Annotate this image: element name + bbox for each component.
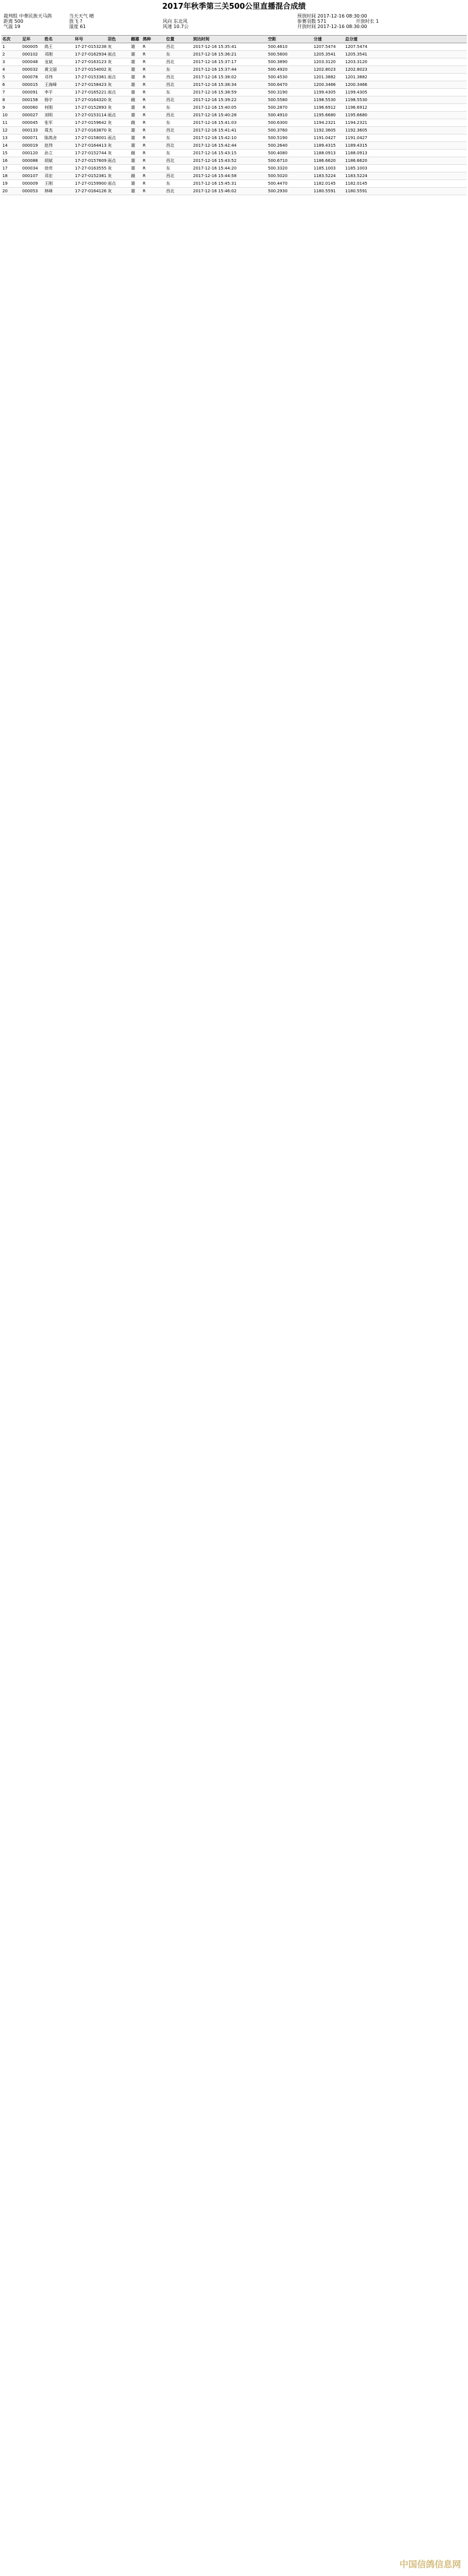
- table-cell: 000053: [22, 189, 38, 193]
- table-cell: 7: [2, 90, 5, 95]
- table-header-row: [1, 36, 467, 43]
- meta-cell: 放飞 ?: [69, 19, 82, 24]
- table-cell: 2017-12-16 15:37:17: [193, 60, 237, 64]
- table-cell: 10: [2, 113, 8, 117]
- table-cell: 500.6300: [268, 120, 288, 125]
- table-cell: R: [143, 189, 146, 193]
- table-cell: R: [143, 113, 146, 117]
- table-cell: 1196.6912: [345, 105, 367, 110]
- table-cell: 17-27-0163870: [75, 128, 107, 133]
- table-cell: 17-27-0153114: [75, 113, 107, 117]
- table-cell: 000019: [22, 143, 38, 148]
- table-cell: 1183.5224: [345, 174, 367, 178]
- table-cell: 周杰: [44, 128, 53, 133]
- table-cell: 500.3760: [268, 128, 288, 133]
- table-cell: 雨点: [108, 158, 116, 163]
- table-row: [1, 134, 467, 142]
- table-cell: 2017-12-16 15:45:31: [193, 181, 237, 186]
- table-cell: R: [143, 90, 146, 95]
- table-cell: 1195.6680: [345, 113, 367, 117]
- table-cell: 鸽王: [44, 44, 53, 49]
- table-cell: 东: [166, 67, 170, 72]
- table-cell: 西北: [166, 113, 174, 117]
- table-cell: 17-27-0152381: [75, 174, 107, 178]
- meta-cell: 气温 19: [4, 24, 20, 29]
- table-cell: 13: [2, 136, 8, 140]
- results-table: [1, 35, 467, 195]
- table-cell: 17-27-0157609: [75, 158, 107, 163]
- table-cell: 17-27-0159642: [75, 120, 107, 125]
- table-cell: 王刚: [44, 181, 53, 186]
- table-cell: 1198.5530: [345, 98, 367, 102]
- table-cell: 000034: [22, 166, 38, 171]
- table-row: [1, 119, 467, 127]
- table-row: [1, 172, 467, 180]
- table-cell: 17-27-0158423: [75, 82, 107, 87]
- table-cell: R: [143, 174, 146, 178]
- table-cell: 雨点: [108, 52, 116, 57]
- table-row: [1, 180, 467, 188]
- table-cell: 2017-12-16 15:36:21: [193, 52, 237, 57]
- table-cell: 000091: [22, 90, 38, 95]
- table-cell: 000045: [22, 120, 38, 125]
- table-cell: 赵伟: [44, 143, 53, 148]
- table-cell: 000005: [22, 44, 38, 49]
- table-cell: 17-27-0158001: [75, 136, 107, 140]
- table-cell: 东: [166, 120, 170, 125]
- table-row: [1, 51, 467, 58]
- site-watermark: 中国信鸽信息网: [399, 2559, 461, 2570]
- table-cell: 15: [2, 151, 8, 155]
- table-cell: 1188.0913: [345, 151, 367, 155]
- table-cell: 1192.3605: [345, 128, 367, 133]
- table-cell: 1186.6620: [314, 158, 336, 163]
- page-title: 2017年秋季第三关500公里直播混合成绩: [162, 2, 306, 11]
- table-cell: 东: [166, 90, 170, 95]
- table-cell: 500.5580: [268, 98, 288, 102]
- column-header: 雌雄: [131, 37, 139, 42]
- table-cell: 500.3190: [268, 90, 288, 95]
- table-cell: 2017-12-16 15:44:58: [193, 174, 237, 178]
- table-cell: R: [143, 136, 146, 140]
- meta-cell: 风速 10.7公: [163, 24, 189, 29]
- table-cell: 000009: [22, 181, 38, 186]
- table-row: [1, 112, 467, 119]
- table-cell: 1185.1003: [345, 166, 367, 171]
- table-cell: 1203.3120: [314, 60, 336, 64]
- table-cell: 11: [2, 120, 8, 125]
- table-cell: 500.5600: [268, 52, 288, 57]
- table-cell: 东: [166, 52, 170, 57]
- table-cell: 邓宏: [44, 174, 53, 178]
- table-row: [1, 81, 467, 89]
- column-header: 总分速: [345, 37, 357, 42]
- meta-cell: 当天天气 晴: [69, 13, 94, 19]
- table-cell: 2017-12-16 15:40:28: [193, 113, 237, 117]
- table-cell: 000060: [22, 105, 38, 110]
- table-cell: 雄: [131, 166, 135, 171]
- table-cell: 1202.8023: [314, 67, 336, 72]
- table-cell: 雄: [131, 113, 135, 117]
- table-cell: 灰: [108, 105, 112, 110]
- table-cell: 6: [2, 82, 5, 87]
- table-cell: 1201.3882: [345, 75, 367, 79]
- table-cell: 1195.6680: [314, 113, 336, 117]
- table-cell: 18: [2, 174, 8, 178]
- table-cell: 2017-12-16 15:35:41: [193, 44, 237, 49]
- table-cell: 1182.0145: [314, 181, 336, 186]
- meta-row-3: [4, 25, 464, 30]
- table-cell: R: [143, 60, 146, 64]
- table-cell: 1182.0145: [345, 181, 367, 186]
- table-cell: 1200.3466: [314, 82, 336, 87]
- table-cell: 灰: [108, 189, 112, 193]
- table-cell: 1180.5591: [314, 189, 336, 193]
- table-row: [1, 188, 467, 195]
- table-cell: 徐亮: [44, 166, 53, 171]
- table-cell: 1200.3466: [345, 82, 367, 87]
- table-cell: 1194.2321: [345, 120, 367, 125]
- table-cell: 灰: [108, 82, 112, 87]
- meta-cell: 距离 500: [4, 19, 23, 24]
- table-cell: R: [143, 105, 146, 110]
- table-cell: 西北: [166, 44, 174, 49]
- table-cell: 1207.5474: [314, 44, 336, 49]
- table-row: [1, 74, 467, 81]
- table-cell: 1186.6620: [345, 158, 367, 163]
- meta-cell: 裁判组 中華民族天马鸽: [4, 13, 52, 19]
- table-cell: 1: [2, 44, 5, 49]
- meta-cell: 预放时间 2017-12-16 08:30:00: [297, 13, 367, 19]
- table-cell: 西北: [166, 60, 174, 64]
- table-cell: 雄: [131, 90, 135, 95]
- table-body: [1, 43, 467, 195]
- table-cell: 1205.3541: [314, 52, 336, 57]
- table-cell: 17-27-0153361: [75, 75, 107, 79]
- table-cell: 陈鸽舍: [44, 136, 57, 140]
- table-cell: 000158: [22, 98, 38, 102]
- table-cell: 西北: [166, 174, 174, 178]
- table-cell: 雄: [131, 75, 135, 79]
- table-cell: 000015: [22, 82, 38, 87]
- table-cell: 林峰: [44, 189, 53, 193]
- table-cell: 17-27-0154002: [75, 67, 107, 72]
- column-header: 足环: [22, 37, 30, 42]
- table-cell: 西北: [166, 82, 174, 87]
- table-cell: 5: [2, 75, 5, 79]
- table-cell: 000078: [22, 75, 38, 79]
- table-row: [1, 142, 467, 150]
- table-cell: 雄: [131, 67, 135, 72]
- table-cell: 1183.5224: [314, 174, 336, 178]
- table-cell: 1196.6912: [314, 105, 336, 110]
- table-cell: 王海峰: [44, 82, 57, 87]
- table-cell: 20: [2, 189, 8, 193]
- table-cell: R: [143, 52, 146, 57]
- table-cell: 500.6470: [268, 82, 288, 87]
- table-cell: 西北: [166, 98, 174, 102]
- table-cell: 500.4610: [268, 44, 288, 49]
- table-cell: 16: [2, 158, 8, 163]
- column-header: 位置: [166, 37, 174, 42]
- table-cell: 500.4080: [268, 151, 288, 155]
- table-cell: 杨宇: [44, 98, 53, 102]
- table-cell: 000088: [22, 158, 38, 163]
- table-cell: R: [143, 151, 146, 155]
- table-cell: 邓刚: [44, 52, 53, 57]
- table-cell: 000071: [22, 136, 38, 140]
- table-cell: 500.2640: [268, 143, 288, 148]
- table-cell: 500.5190: [268, 136, 288, 140]
- table-cell: 灰: [108, 143, 112, 148]
- meta-cell: 参赛羽数 571: [297, 19, 326, 24]
- table-row: [1, 127, 467, 134]
- column-header: 鸽种: [143, 37, 151, 42]
- table-cell: 17-27-0152893: [75, 105, 107, 110]
- table-cell: 雄: [131, 128, 135, 133]
- column-header: 环号: [75, 37, 83, 42]
- table-cell: 2017-12-16 15:38:02: [193, 75, 237, 79]
- table-cell: 刘明: [44, 113, 53, 117]
- table-cell: 雌: [131, 120, 135, 125]
- table-cell: 1202.8023: [345, 67, 367, 72]
- table-row: [1, 150, 467, 157]
- table-cell: 4: [2, 67, 5, 72]
- table-cell: 17-27-0163123: [75, 60, 107, 64]
- table-cell: R: [143, 143, 146, 148]
- table-cell: 14: [2, 143, 8, 148]
- column-header: 到达时间: [193, 37, 209, 42]
- table-cell: 1198.5530: [314, 98, 336, 102]
- table-cell: 李平: [44, 90, 53, 95]
- table-cell: 1191.0427: [314, 136, 336, 140]
- table-cell: 17-27-0164126: [75, 189, 107, 193]
- table-cell: 17: [2, 166, 8, 171]
- table-cell: 雨点: [108, 181, 116, 186]
- table-cell: 000133: [22, 128, 38, 133]
- table-cell: 灰: [108, 174, 112, 178]
- race-meta: [0, 14, 468, 30]
- table-cell: 2017-12-16 15:46:02: [193, 189, 237, 193]
- meta-cell: 湿度 61: [69, 24, 86, 29]
- table-cell: 2017-12-16 15:40:05: [193, 105, 237, 110]
- table-cell: 雄: [131, 60, 135, 64]
- table-cell: 8: [2, 98, 5, 102]
- meta-cell: 开放时长 1: [356, 19, 379, 24]
- table-row: [1, 89, 467, 96]
- table-cell: 2017-12-16 15:43:15: [193, 151, 237, 155]
- table-cell: 东: [166, 151, 170, 155]
- table-cell: 500.2930: [268, 189, 288, 193]
- column-header: 羽色: [108, 37, 116, 42]
- table-cell: 灰: [108, 44, 112, 49]
- table-row: [1, 104, 467, 112]
- table-cell: 雨点: [108, 75, 116, 79]
- column-header: 姓名: [44, 37, 53, 42]
- table-cell: 17-27-0162934: [75, 52, 107, 57]
- table-cell: 雨点: [108, 113, 116, 117]
- table-cell: 500.4470: [268, 181, 288, 186]
- table-cell: 1185.1003: [314, 166, 336, 171]
- table-cell: 西北: [166, 143, 174, 148]
- table-cell: 雌: [131, 98, 135, 102]
- table-cell: 西北: [166, 128, 174, 133]
- table-cell: 17-27-0163555: [75, 166, 107, 171]
- table-cell: 17-27-0164413: [75, 143, 107, 148]
- table-cell: 000032: [22, 67, 38, 72]
- table-cell: 000107: [22, 174, 38, 178]
- table-cell: R: [143, 181, 146, 186]
- table-cell: 1194.2321: [314, 120, 336, 125]
- table-cell: 雄: [131, 105, 135, 110]
- table-cell: 雄: [131, 44, 135, 49]
- table-cell: 灰: [108, 60, 112, 64]
- table-cell: R: [143, 120, 146, 125]
- table-cell: 1180.5591: [345, 189, 367, 193]
- table-cell: 500.6710: [268, 158, 288, 163]
- table-cell: 3: [2, 60, 5, 64]
- table-cell: 西北: [166, 158, 174, 163]
- table-row: [1, 58, 467, 66]
- table-cell: 1207.5474: [345, 44, 367, 49]
- table-cell: 9: [2, 105, 5, 110]
- table-cell: 2017-12-16 15:38:59: [193, 90, 237, 95]
- table-cell: 000027: [22, 113, 38, 117]
- column-header: 分速: [314, 37, 322, 42]
- table-cell: 张军: [44, 120, 53, 125]
- column-header: 名次: [2, 37, 11, 42]
- table-cell: 2017-12-16 15:41:03: [193, 120, 237, 125]
- table-cell: 雄: [131, 52, 135, 57]
- table-cell: 黄文丽: [44, 67, 57, 72]
- table-cell: 胡斌: [44, 158, 53, 163]
- table-cell: 2017-12-16 15:42:10: [193, 136, 237, 140]
- table-cell: R: [143, 166, 146, 171]
- table-cell: 东: [166, 105, 170, 110]
- table-cell: 雌: [131, 174, 135, 178]
- table-cell: 17-27-0152744: [75, 151, 107, 155]
- table-cell: 500.5020: [268, 174, 288, 178]
- table-cell: 灰: [108, 98, 112, 102]
- table-row: [1, 96, 467, 104]
- table-cell: 000048: [22, 60, 38, 64]
- column-header: 空距: [268, 37, 276, 42]
- table-cell: 孙立: [44, 151, 53, 155]
- meta-cell: 风向 东北风: [163, 19, 188, 24]
- table-cell: 2: [2, 52, 5, 57]
- table-cell: 雄: [131, 143, 135, 148]
- table-cell: 东: [166, 166, 170, 171]
- table-cell: R: [143, 158, 146, 163]
- table-cell: 灰: [108, 120, 112, 125]
- table-cell: 东: [166, 181, 170, 186]
- table-cell: 000102: [22, 52, 38, 57]
- table-row: [1, 157, 467, 165]
- table-cell: 东: [166, 136, 170, 140]
- table-cell: 12: [2, 128, 8, 133]
- table-cell: 1189.4315: [345, 143, 367, 148]
- table-cell: 邓伟: [44, 75, 53, 79]
- table-cell: 1205.3541: [345, 52, 367, 57]
- table-cell: 雨点: [108, 136, 116, 140]
- table-cell: 何刚: [44, 105, 53, 110]
- table-cell: 雄: [131, 158, 135, 163]
- table-cell: 灰: [108, 128, 112, 133]
- table-cell: 雨点: [108, 90, 116, 95]
- table-cell: 19: [2, 181, 8, 186]
- table-cell: 17-27-0164320: [75, 98, 107, 102]
- table-cell: 1188.0913: [314, 151, 336, 155]
- table-cell: 17-27-0159900: [75, 181, 107, 186]
- table-cell: 龙斌: [44, 60, 53, 64]
- table-cell: 2017-12-16 15:37:44: [193, 67, 237, 72]
- table-cell: 雄: [131, 82, 135, 87]
- table-cell: R: [143, 75, 146, 79]
- table-cell: 西北: [166, 189, 174, 193]
- table-cell: 2017-12-16 15:38:34: [193, 82, 237, 87]
- table-cell: 2017-12-16 15:41:41: [193, 128, 237, 133]
- meta-cell: 开放时间 2017-12-16 08:30:00: [297, 24, 367, 29]
- table-cell: 17-27-0165221: [75, 90, 107, 95]
- table-cell: 灰: [108, 166, 112, 171]
- table-cell: R: [143, 44, 146, 49]
- table-cell: R: [143, 98, 146, 102]
- table-cell: 2017-12-16 15:42:44: [193, 143, 237, 148]
- table-cell: 2017-12-16 15:44:20: [193, 166, 237, 171]
- table-cell: 雄: [131, 181, 135, 186]
- table-row: [1, 43, 467, 51]
- table-cell: 1199.4305: [345, 90, 367, 95]
- table-cell: R: [143, 128, 146, 133]
- table-cell: 1201.3882: [314, 75, 336, 79]
- table-cell: 雌: [131, 151, 135, 155]
- table-cell: 500.3320: [268, 166, 288, 171]
- table-row: [1, 165, 467, 172]
- table-cell: 灰: [108, 151, 112, 155]
- table-cell: 500.3890: [268, 60, 288, 64]
- table-cell: 500.4920: [268, 67, 288, 72]
- table-cell: 1203.3120: [345, 60, 367, 64]
- table-cell: 2017-12-16 15:43:52: [193, 158, 237, 163]
- table-cell: 雄: [131, 136, 135, 140]
- table-cell: 1192.3605: [314, 128, 336, 133]
- table-cell: R: [143, 82, 146, 87]
- table-cell: 雄: [131, 189, 135, 193]
- table-cell: 500.4910: [268, 113, 288, 117]
- table-cell: 500.2870: [268, 105, 288, 110]
- table-cell: 17-27-0153238: [75, 44, 107, 49]
- table-cell: 1199.4305: [314, 90, 336, 95]
- table-cell: 西北: [166, 75, 174, 79]
- table-row: [1, 66, 467, 74]
- table-cell: R: [143, 67, 146, 72]
- table-cell: 2017-12-16 15:39:22: [193, 98, 237, 102]
- table-cell: 1189.4315: [314, 143, 336, 148]
- table-cell: 灰: [108, 67, 112, 72]
- table-cell: 1191.0427: [345, 136, 367, 140]
- table-cell: 500.4530: [268, 75, 288, 79]
- table-cell: 000120: [22, 151, 38, 155]
